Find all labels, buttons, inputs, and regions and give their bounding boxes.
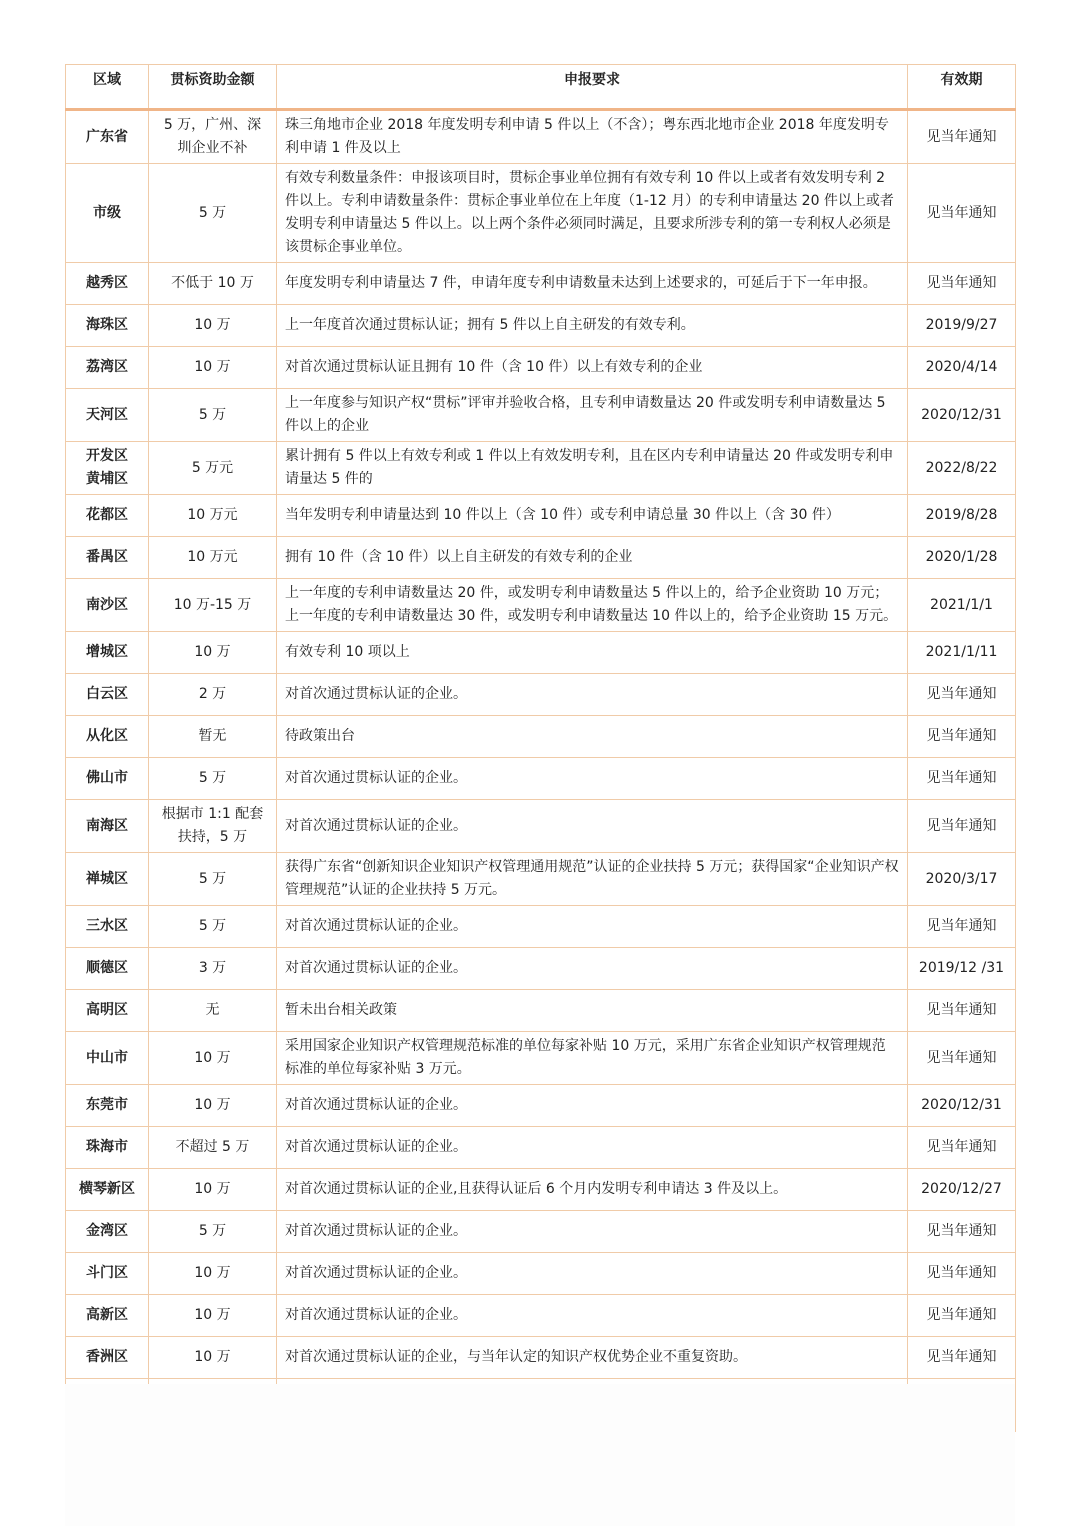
requirement-cell: 对首次通过贯标认证的企业。 <box>277 800 908 853</box>
requirement-cell: 对首次通过贯标认证的企业。 <box>277 1127 908 1169</box>
validity-cell: 见当年通知 <box>908 263 1016 305</box>
requirement-cell: 上一年度首次通过贯标认证；拥有 5 件以上自主研发的有效专利。 <box>277 305 908 347</box>
table-row <box>66 1032 1016 1085</box>
region-cell: 东莞市 <box>66 1085 149 1127</box>
region-cell: 海珠区 <box>66 305 149 347</box>
policy-document <box>65 64 1015 1432</box>
region-cell: 番禺区 <box>66 537 149 579</box>
table-row <box>66 674 1016 716</box>
requirement-cell: 对首次通过贯标认证的企业。 <box>277 906 908 948</box>
amount-cell: 10 万 <box>149 1253 277 1295</box>
header-region: 区域 <box>66 65 149 110</box>
validity-cell: 见当年通知 <box>908 1295 1016 1337</box>
requirement-cell: 对首次通过贯标认证的企业。 <box>277 758 908 800</box>
region-cell: 三水区 <box>66 906 149 948</box>
region-cell: 香洲区 <box>66 1337 149 1379</box>
requirement-cell: 对首次通过贯标认证且拥有 10 件（含 10 件）以上有效专利的企业 <box>277 347 908 389</box>
amount-cell: 根据市 1:1 配套扶持，5 万 <box>149 800 277 853</box>
table-row <box>66 1337 1016 1379</box>
amount-cell: 10 万 <box>149 1169 277 1211</box>
requirement-cell: 对首次通过贯标认证的企业,且获得认证后 6 个月内发明专利申请达 3 件及以上。 <box>277 1169 908 1211</box>
requirement-cell: 拥有 10 件（含 10 件）以上自主研发的有效专利的企业 <box>277 537 908 579</box>
table-row <box>66 990 1016 1032</box>
header-requirement: 申报要求 <box>277 65 908 110</box>
validity-cell: 见当年通知 <box>908 1032 1016 1085</box>
header-validity: 有效期 <box>908 65 1016 110</box>
validity-cell: 2020/12/27 <box>908 1169 1016 1211</box>
amount-cell: 10 万 <box>149 305 277 347</box>
requirement-cell: 采用国家企业知识产权管理规范标准的单位每家补贴 10 万元，采用广东省企业知识产权管理规范标准的单位每家补贴 3 万元。 <box>277 1032 908 1085</box>
region-cell: 花都区 <box>66 495 149 537</box>
validity-cell: 2020/12/31 <box>908 389 1016 442</box>
table-row <box>66 1295 1016 1337</box>
requirement-cell: 获得广东省“创新知识企业知识产权管理通用规范”认证的企业扶持 5 万元；获得国家“企业知识产权管理规范”认证的企业扶持 5 万元。 <box>277 853 908 906</box>
table-row <box>66 632 1016 674</box>
table-row <box>66 263 1016 305</box>
region-cell: 中山市 <box>66 1032 149 1085</box>
table-row <box>66 1253 1016 1295</box>
table-row <box>66 758 1016 800</box>
amount-cell: 10 万元 <box>149 495 277 537</box>
amount-cell: 不超过 5 万 <box>149 1127 277 1169</box>
requirement-cell: 待政策出台 <box>277 716 908 758</box>
region-cell: 禅城区 <box>66 853 149 906</box>
table-header-row <box>66 65 1016 110</box>
amount-cell: 2 万 <box>149 674 277 716</box>
validity-cell: 2021/1/11 <box>908 632 1016 674</box>
validity-cell: 见当年通知 <box>908 164 1016 263</box>
table-row <box>66 389 1016 442</box>
region-cell: 斗门区 <box>66 1253 149 1295</box>
requirement-cell: 对首次通过贯标认证的企业。 <box>277 1295 908 1337</box>
validity-cell: 2019/12 /31 <box>908 948 1016 990</box>
requirement-cell: 暂未出台相关政策 <box>277 990 908 1032</box>
requirement-cell: 对首次通过贯标认证的企业。 <box>277 1253 908 1295</box>
amount-cell: 10 万 <box>149 632 277 674</box>
validity-cell: 2022/8/22 <box>908 442 1016 495</box>
requirement-cell: 累计拥有 5 件以上有效专利或 1 件以上有效发明专利，且在区内专利申请量达 20 件或发明专利申请量达 5 件的 <box>277 442 908 495</box>
amount-cell: 5 万 <box>149 758 277 800</box>
region-cell: 荔湾区 <box>66 347 149 389</box>
table-row <box>66 853 1016 906</box>
table-row <box>66 800 1016 853</box>
region-cell: 金湾区 <box>66 1211 149 1253</box>
region-cell: 顺德区 <box>66 948 149 990</box>
table-row <box>66 1085 1016 1127</box>
region-cell: 越秀区 <box>66 263 149 305</box>
amount-cell: 10 万-15 万 <box>149 579 277 632</box>
region-cell: 南海区 <box>66 800 149 853</box>
requirement-cell: 对首次通过贯标认证的企业。 <box>277 1211 908 1253</box>
amount-cell: 10 万 <box>149 1085 277 1127</box>
validity-cell: 2019/8/28 <box>908 495 1016 537</box>
requirement-cell: 当年发明专利申请量达到 10 件以上（含 10 件）或专利申请总量 30 件以上（含 30 件） <box>277 495 908 537</box>
validity-cell: 见当年通知 <box>908 716 1016 758</box>
region-cell: 广东省 <box>66 110 149 164</box>
region-cell: 增城区 <box>66 632 149 674</box>
requirement-cell: 珠三角地市企业 2018 年度发明专利申请 5 件以上（不含）；粤东西北地市企业 2018 年度发明专利申请 1 件及以上 <box>277 110 908 164</box>
validity-cell: 2020/1/28 <box>908 537 1016 579</box>
requirement-cell: 年度发明专利申请量达 7 件，申请年度专利申请数量未达到上述要求的，可延后于下一年申报。 <box>277 263 908 305</box>
table-row <box>66 716 1016 758</box>
amount-cell: 5 万 <box>149 164 277 263</box>
validity-cell: 见当年通知 <box>908 1337 1016 1379</box>
amount-cell: 暂无 <box>149 716 277 758</box>
requirement-cell: 有效专利数量条件：申报该项目时，贯标企事业单位拥有有效专利 10 件以上或者有效发明专利 2 件以上。专利申请数量条件：贯标企事业单位在上年度（1-12 月）的专利申请量达 20 件以上或者发明专利申请量达 5 件以上。以上两个条件必须同时满足，且要求所涉专利的第一专利权人必须是该贯标企事业单位。 <box>277 164 908 263</box>
amount-cell: 5 万 <box>149 1211 277 1253</box>
validity-cell: 2019/9/27 <box>908 305 1016 347</box>
amount-cell: 3 万 <box>149 948 277 990</box>
region-cell: 珠海市 <box>66 1127 149 1169</box>
amount-cell: 5 万 <box>149 906 277 948</box>
requirement-cell: 对首次通过贯标认证的企业。 <box>277 1085 908 1127</box>
requirement-cell: 上一年度的专利申请数量达 20 件，或发明专利申请数量达 5 件以上的，给予企业资助 10 万元；上一年度的专利申请数量达 30 件，或发明专利申请数量达 10 件以上的，给予企业资助 15 万元。 <box>277 579 908 632</box>
page-bottom-margin <box>65 1384 1015 1526</box>
validity-cell: 见当年通知 <box>908 1253 1016 1295</box>
validity-cell: 2021/1/1 <box>908 579 1016 632</box>
region-cell: 从化区 <box>66 716 149 758</box>
requirement-cell: 对首次通过贯标认证的企业。 <box>277 948 908 990</box>
table-row <box>66 305 1016 347</box>
validity-cell: 见当年通知 <box>908 758 1016 800</box>
amount-cell: 10 万 <box>149 1032 277 1085</box>
table-row <box>66 948 1016 990</box>
region-cell: 开发区 黄埔区 <box>66 442 149 495</box>
region-cell: 高明区 <box>66 990 149 1032</box>
amount-cell: 5 万 <box>149 853 277 906</box>
amount-cell: 5 万 <box>149 389 277 442</box>
requirement-cell: 有效专利 10 项以上 <box>277 632 908 674</box>
region-cell: 白云区 <box>66 674 149 716</box>
validity-cell: 见当年通知 <box>908 674 1016 716</box>
table-row <box>66 537 1016 579</box>
validity-cell: 2020/4/14 <box>908 347 1016 389</box>
requirement-cell: 对首次通过贯标认证的企业。 <box>277 674 908 716</box>
amount-cell: 10 万 <box>149 1295 277 1337</box>
requirement-cell: 对首次通过贯标认证的企业，与当年认定的知识产权优势企业不重复资助。 <box>277 1337 908 1379</box>
validity-cell: 见当年通知 <box>908 1127 1016 1169</box>
table-row <box>66 442 1016 495</box>
region-cell: 高新区 <box>66 1295 149 1337</box>
table-row <box>66 1127 1016 1169</box>
region-cell: 横琴新区 <box>66 1169 149 1211</box>
validity-cell: 见当年通知 <box>908 990 1016 1032</box>
region-cell: 市级 <box>66 164 149 263</box>
table-row <box>66 1169 1016 1211</box>
table-row <box>66 495 1016 537</box>
amount-cell: 无 <box>149 990 277 1032</box>
table-row <box>66 164 1016 263</box>
validity-cell: 见当年通知 <box>908 110 1016 164</box>
validity-cell: 2020/3/17 <box>908 853 1016 906</box>
table-body <box>66 110 1016 1432</box>
requirement-cell: 上一年度参与知识产权“贯标”评审并验收合格，且专利申请数量达 20 件或发明专利申请数量达 5 件以上的企业 <box>277 389 908 442</box>
amount-cell: 10 万元 <box>149 537 277 579</box>
validity-cell: 2020/12/31 <box>908 1085 1016 1127</box>
table-row <box>66 579 1016 632</box>
table-row <box>66 906 1016 948</box>
table-row <box>66 347 1016 389</box>
region-cell: 天河区 <box>66 389 149 442</box>
validity-cell: 见当年通知 <box>908 906 1016 948</box>
amount-cell: 10 万 <box>149 347 277 389</box>
region-cell: 佛山市 <box>66 758 149 800</box>
region-cell: 南沙区 <box>66 579 149 632</box>
subsidy-table <box>65 64 1016 1432</box>
amount-cell: 不低于 10 万 <box>149 263 277 305</box>
table-row <box>66 110 1016 164</box>
header-amount: 贯标资助金额 <box>149 65 277 110</box>
amount-cell: 10 万 <box>149 1337 277 1379</box>
validity-cell: 见当年通知 <box>908 800 1016 853</box>
validity-cell: 见当年通知 <box>908 1211 1016 1253</box>
amount-cell: 5 万，广州、深圳企业不补 <box>149 110 277 164</box>
amount-cell: 5 万元 <box>149 442 277 495</box>
table-row <box>66 1211 1016 1253</box>
